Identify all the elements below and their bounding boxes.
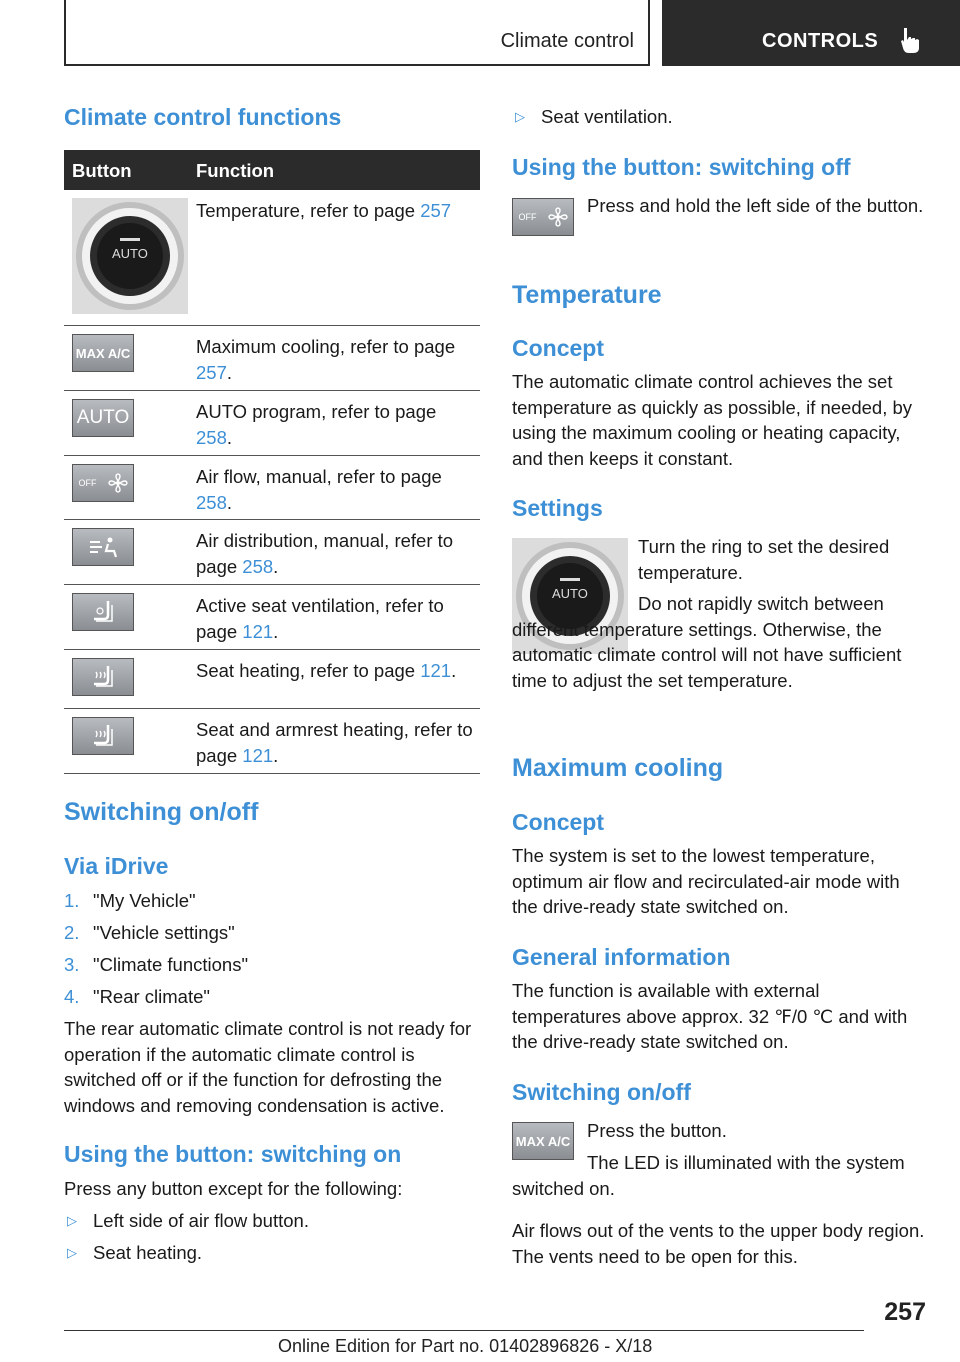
temperature-heading: Temperature bbox=[512, 281, 662, 309]
table-header bbox=[64, 150, 480, 190]
seat-heating-button-icon bbox=[72, 658, 134, 696]
seat-ventilation-button-icon bbox=[72, 593, 134, 631]
function-text: Air distribution, manual, refer to page 258. bbox=[196, 530, 454, 577]
concept2-text: The system is set to the lowest temperature, optimum air flow and recirculated-air mode with the drive-ready state switched on. bbox=[512, 845, 900, 917]
function-text: Active seat ventilation, refer to page 121. bbox=[196, 595, 444, 642]
function-text: Temperature, refer to page 257 bbox=[196, 200, 452, 221]
bullet-marker: ▷ bbox=[67, 1213, 77, 1228]
column-header-button: Button bbox=[72, 160, 132, 181]
air-flow-button-icon bbox=[72, 464, 134, 502]
max-ac-button-icon: MAX A/C bbox=[72, 334, 134, 372]
fan-icon bbox=[108, 473, 128, 493]
table-row bbox=[64, 650, 480, 709]
list-item: 3. "Climate functions" bbox=[64, 954, 249, 975]
function-text: AUTO program, refer to page 258. bbox=[196, 401, 437, 448]
bullet-marker: ▷ bbox=[515, 109, 525, 124]
table-row bbox=[64, 456, 480, 520]
max-cooling-heading: Maximum cooling bbox=[512, 754, 724, 782]
page-link[interactable]: 121 bbox=[242, 620, 274, 642]
button-off-heading: Using the button: switching off bbox=[512, 154, 851, 180]
button-off-text: Press and hold the left side of the button. bbox=[587, 195, 924, 216]
table-row bbox=[64, 326, 480, 391]
header-chapter-tab bbox=[662, 0, 960, 66]
settings-text-2: Do not rapidly switch between different temperature settings. Otherwise, the automatic climate control will not have sufficient time to adjust the set temperature. bbox=[512, 593, 902, 691]
function-text: Seat and armrest heating, refer to page 121. bbox=[196, 719, 473, 766]
list-item: 2. "Vehicle settings" bbox=[64, 922, 235, 943]
footer-divider bbox=[64, 1330, 864, 1331]
function-text: Maximum cooling, refer to page 257. bbox=[196, 336, 456, 383]
switch2-text-2: The LED is illuminated with the system switched on. bbox=[512, 1152, 905, 1199]
page-link[interactable]: 257 bbox=[420, 200, 452, 221]
knob-auto-label: AUTO bbox=[112, 246, 148, 261]
air-distribution-button-icon bbox=[72, 528, 134, 566]
page-link[interactable]: 258 bbox=[196, 491, 227, 513]
exceptions-list bbox=[64, 1205, 309, 1269]
table-row bbox=[64, 709, 480, 774]
auto-button-icon: AUTO bbox=[72, 399, 134, 437]
column-header-function: Function bbox=[196, 160, 275, 181]
max-ac-label: MAX A/C bbox=[515, 1133, 571, 1149]
list-item: ▷ Left side of air flow button. bbox=[64, 1205, 309, 1237]
airflow-text: Air flows out of the vents to the upper body region. The vents need to be open for this. bbox=[512, 1220, 925, 1267]
footer-edition: Online Edition for Part no. 01402896826 - X/18 bbox=[278, 1336, 653, 1356]
function-text: Air flow, manual, refer to page 258. bbox=[196, 466, 442, 513]
fan-off-label: OFF bbox=[78, 478, 97, 488]
settings-heading: Settings bbox=[512, 495, 603, 521]
page-link[interactable]: 257 bbox=[196, 361, 227, 383]
list-item: 4. "Rear climate" bbox=[64, 986, 210, 1007]
general-info-text: The function is available with external temperatures above approx. 32 ℉/0 ℃ and with the drive-ready state switched on. bbox=[512, 980, 908, 1052]
page-link[interactable]: 121 bbox=[242, 744, 274, 766]
general-info-heading: General information bbox=[512, 944, 731, 970]
list-item: ▷ Seat heating. bbox=[64, 1237, 309, 1269]
switch2-heading: Switching on/off bbox=[512, 1079, 691, 1105]
table-row bbox=[64, 585, 480, 650]
page-number: 257 bbox=[884, 1298, 926, 1326]
table-row bbox=[64, 520, 480, 585]
page-link[interactable]: 258 bbox=[242, 555, 274, 577]
concept2-heading: Concept bbox=[512, 809, 604, 835]
concept-heading: Concept bbox=[512, 335, 604, 361]
concept-text: The automatic climate control achieves the set temperature as quickly as possible, if needed, by using the maximum cooling or heating capacity, and then keeps it constant. bbox=[512, 371, 913, 469]
air-flow-button-icon bbox=[512, 198, 574, 236]
seat-armrest-heating-button-icon bbox=[72, 717, 134, 755]
switching-heading: Switching on/off bbox=[64, 798, 259, 826]
header-section-title: Climate control bbox=[500, 30, 634, 52]
rear-climate-note: The rear automatic climate control is not ready for operation if the automatic climate control is switched off or if the function for defrosting the windows and removing condensation is active. bbox=[64, 1018, 472, 1116]
settings-text-1: Turn the ring to set the desired temperature. bbox=[638, 536, 890, 583]
bullet-marker: ▷ bbox=[67, 1245, 77, 1260]
header-section-box bbox=[64, 0, 650, 66]
fan-icon bbox=[548, 207, 568, 227]
button-on-text: Press any button except for the following: bbox=[64, 1178, 403, 1199]
idrive-heading: Via iDrive bbox=[64, 853, 169, 879]
table-row bbox=[64, 391, 480, 456]
idrive-steps-list bbox=[64, 885, 248, 1013]
exceptions-list-continued bbox=[512, 101, 673, 133]
button-on-heading: Using the button: switching on bbox=[64, 1141, 402, 1167]
list-item: 1. "My Vehicle" bbox=[64, 890, 196, 911]
functions-table bbox=[64, 150, 480, 774]
fan-off-label: OFF bbox=[518, 212, 537, 222]
pointing-hand-icon bbox=[898, 26, 922, 54]
knob-auto-label: AUTO bbox=[552, 586, 588, 601]
page-link[interactable]: 258 bbox=[196, 426, 227, 448]
page-link[interactable]: 121 bbox=[420, 660, 452, 681]
function-text: Seat heating, refer to page 121. bbox=[196, 660, 457, 681]
header-chapter-title: CONTROLS bbox=[762, 30, 879, 52]
climate-knob-icon bbox=[72, 198, 188, 314]
list-item: ▷ Seat ventilation. bbox=[512, 101, 673, 133]
switch2-text-1: Press the button. bbox=[587, 1120, 727, 1141]
table-row bbox=[64, 190, 480, 326]
functions-heading: Climate control functions bbox=[64, 104, 342, 130]
